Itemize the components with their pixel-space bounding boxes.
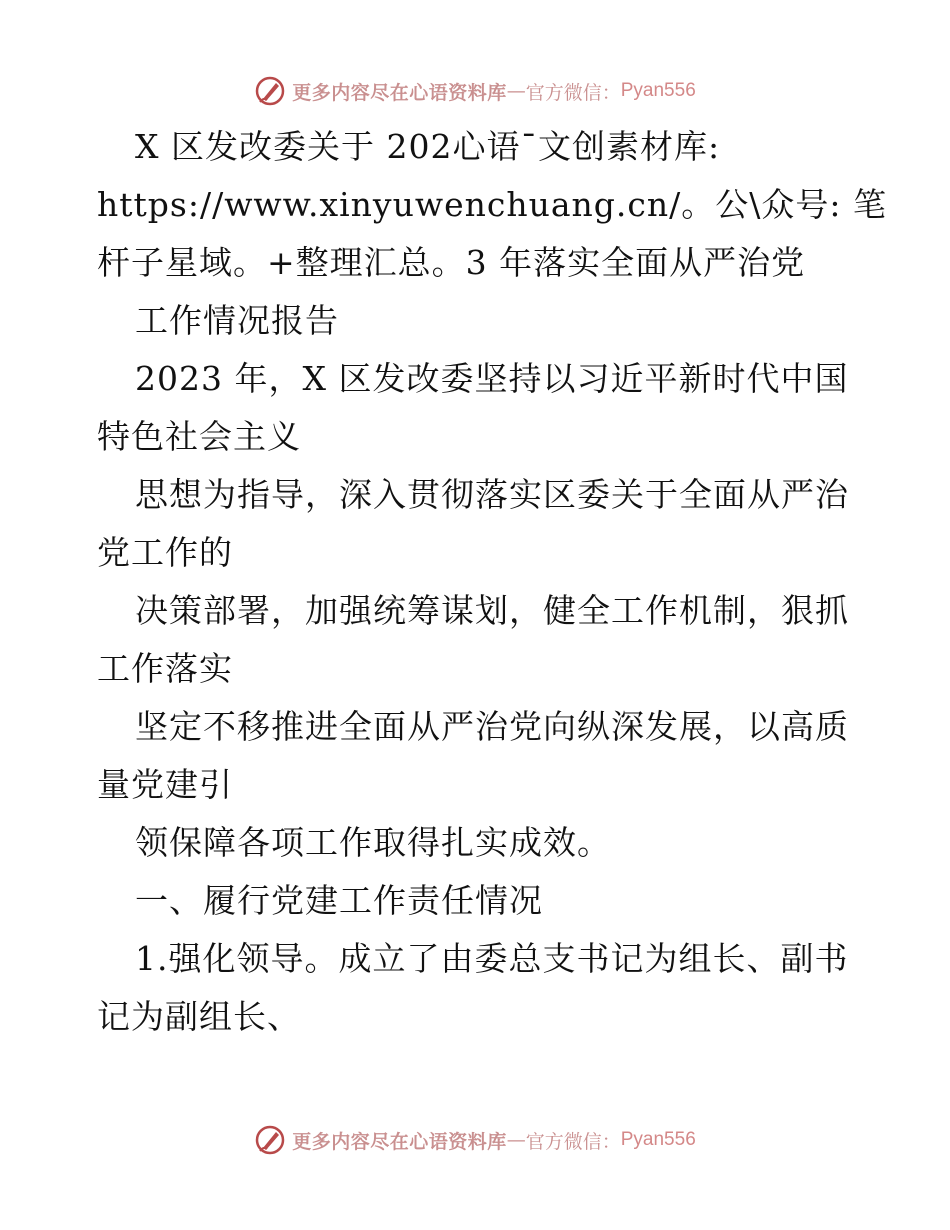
text-line: 领保障各项工作取得扎实成效。	[135, 823, 611, 862]
watermark-separator: —	[506, 80, 526, 102]
watermark-banner-bottom	[0, 1120, 950, 1160]
text-line: https://www.xinyuwenchuang.cn/。公\众号: 笔	[97, 185, 887, 224]
watermark-wechat-id: Pyan556	[620, 1129, 696, 1150]
ink-pen-logo-icon	[254, 1124, 286, 1156]
watermark-wechat-id: Pyan556	[620, 80, 696, 101]
text-line: 1.强化领导。成立了由委总支书记为组长、副书	[135, 939, 849, 978]
text-line: 思想为指导，深入贯彻落实区委关于全面从严治	[135, 475, 849, 514]
watermark-text: 更多内容尽在心语资料库	[292, 81, 507, 104]
document-body	[97, 118, 887, 1046]
text-line: X 区发改委关于 202心语¯文创素材库:	[135, 127, 721, 166]
watermark-wechat-label: 官方微信：	[525, 81, 621, 104]
text-line: 决策部署，加强统筹谋划，健全工作机制，狠抓	[135, 591, 849, 630]
text-line: 杆子星域。+整理汇总。3 年落实全面从严治党	[97, 243, 806, 282]
text-line: 量党建引	[97, 765, 233, 804]
watermark-banner-top	[0, 71, 950, 111]
text-line: 记为副组长、	[97, 997, 301, 1036]
watermark-text: 更多内容尽在心语资料库	[292, 1130, 507, 1153]
text-line: 党工作的	[97, 533, 233, 572]
text-line: 工作情况报告	[135, 301, 339, 340]
text-line: 特色社会主义	[97, 417, 301, 456]
watermark-wechat-label: 官方微信：	[525, 1130, 621, 1153]
ink-pen-logo-icon	[254, 75, 286, 107]
text-line: 一、履行党建工作责任情况	[135, 881, 543, 920]
watermark-separator: —	[506, 1129, 526, 1151]
text-line: 坚定不移推进全面从严治党向纵深发展，以高质	[135, 707, 849, 746]
text-line: 2023 年，X 区发改委坚持以习近平新时代中国	[135, 359, 849, 398]
text-line: 工作落实	[97, 649, 233, 688]
